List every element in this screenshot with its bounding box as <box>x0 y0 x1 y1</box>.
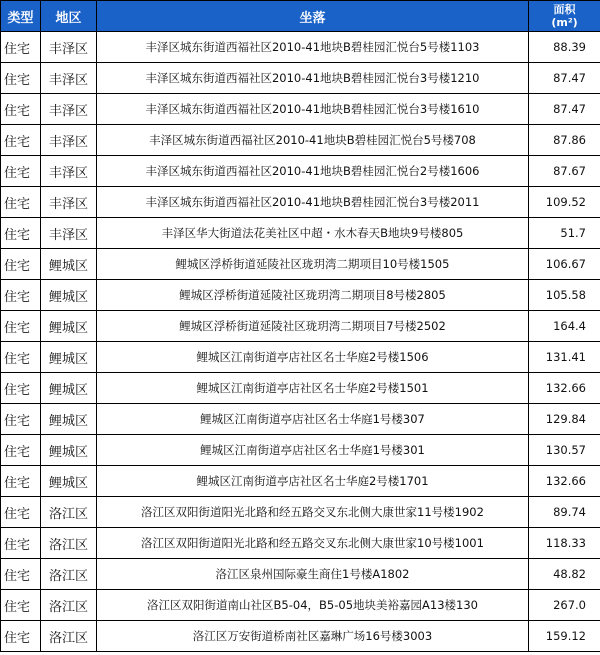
cell-area: 51.7 <box>529 218 600 249</box>
cell-type: 住宅 <box>1 63 41 94</box>
cell-region: 鲤城区 <box>41 280 97 311</box>
cell-address: 丰泽区城东街道西福社区2010-41地块B碧桂园汇悦台3号楼1610 <box>97 94 529 125</box>
cell-type: 住宅 <box>1 528 41 559</box>
table-row <box>1 249 600 280</box>
cell-region: 洛江区 <box>41 590 97 621</box>
cell-address: 丰泽区城东街道西福社区2010-41地块B碧桂园汇悦台3号楼1210 <box>97 63 529 94</box>
header-address: 坐落 <box>97 1 529 32</box>
cell-type: 住宅 <box>1 342 41 373</box>
cell-region: 鲤城区 <box>41 342 97 373</box>
cell-area: 87.86 <box>529 125 600 156</box>
cell-type: 住宅 <box>1 125 41 156</box>
cell-type: 住宅 <box>1 590 41 621</box>
table-row <box>1 559 600 590</box>
table-row <box>1 590 600 621</box>
cell-address: 丰泽区城东街道西福社区2010-41地块B碧桂园汇悦台5号楼708 <box>97 125 529 156</box>
cell-area: 159.12 <box>529 621 600 652</box>
cell-type: 住宅 <box>1 156 41 187</box>
cell-type: 住宅 <box>1 435 41 466</box>
cell-region: 丰泽区 <box>41 125 97 156</box>
cell-address: 丰泽区城东街道西福社区2010-41地块B碧桂园汇悦台5号楼1103 <box>97 32 529 63</box>
table-row <box>1 404 600 435</box>
cell-type: 住宅 <box>1 404 41 435</box>
header-row <box>1 1 600 32</box>
cell-area: 87.67 <box>529 156 600 187</box>
cell-address: 鲤城区江南街道亭店社区名士华庭2号楼1501 <box>97 373 529 404</box>
cell-address: 洛江区泉州国际豪生商住1号楼A1802 <box>97 559 529 590</box>
table-row <box>1 187 600 218</box>
table-row <box>1 342 600 373</box>
cell-area: 105.58 <box>529 280 600 311</box>
cell-type: 住宅 <box>1 249 41 280</box>
cell-type: 住宅 <box>1 187 41 218</box>
cell-region: 洛江区 <box>41 497 97 528</box>
cell-region: 丰泽区 <box>41 187 97 218</box>
table-row <box>1 435 600 466</box>
cell-region: 洛江区 <box>41 621 97 652</box>
cell-area: 267.0 <box>529 590 600 621</box>
cell-region: 丰泽区 <box>41 218 97 249</box>
cell-region: 丰泽区 <box>41 32 97 63</box>
table-row <box>1 94 600 125</box>
cell-address: 丰泽区城东街道西福社区2010-41地块B碧桂园汇悦台3号楼2011 <box>97 187 529 218</box>
cell-type: 住宅 <box>1 373 41 404</box>
cell-region: 洛江区 <box>41 528 97 559</box>
header-region: 地区 <box>41 1 97 32</box>
cell-area: 106.67 <box>529 249 600 280</box>
cell-address: 鲤城区江南街道亭店社区名士华庭1号楼307 <box>97 404 529 435</box>
cell-region: 鲤城区 <box>41 311 97 342</box>
cell-address: 鲤城区浮桥街道延陵社区珑玥湾二期项目8号楼2805 <box>97 280 529 311</box>
table-row <box>1 373 600 404</box>
table-row <box>1 156 600 187</box>
cell-address: 丰泽区城东街道西福社区2010-41地块B碧桂园汇悦台2号楼1606 <box>97 156 529 187</box>
cell-type: 住宅 <box>1 32 41 63</box>
table-row <box>1 280 600 311</box>
cell-address: 丰泽区华大街道法花美社区中超・水木春天B地块9号楼805 <box>97 218 529 249</box>
table-row <box>1 466 600 497</box>
table-row <box>1 311 600 342</box>
cell-type: 住宅 <box>1 466 41 497</box>
cell-region: 鲤城区 <box>41 404 97 435</box>
header-type: 类型 <box>1 1 41 32</box>
cell-area: 109.52 <box>529 187 600 218</box>
cell-area: 118.33 <box>529 528 600 559</box>
cell-area: 130.57 <box>529 435 600 466</box>
cell-area: 89.74 <box>529 497 600 528</box>
header-area-label: 面积 <box>553 3 576 16</box>
cell-address: 洛江区万安街道桥南社区嘉琳广场16号楼3003 <box>97 621 529 652</box>
table-row <box>1 32 600 63</box>
header-area-unit: (m²) <box>551 16 578 29</box>
cell-address: 洛江区双阳街道南山社区B5-04，B5-05地块美裕嘉园A13楼130 <box>97 590 529 621</box>
cell-region: 鲤城区 <box>41 373 97 404</box>
table-row <box>1 125 600 156</box>
cell-area: 131.41 <box>529 342 600 373</box>
cell-region: 鲤城区 <box>41 249 97 280</box>
cell-region: 洛江区 <box>41 559 97 590</box>
cell-address: 鲤城区江南街道亭店社区名士华庭2号楼1506 <box>97 342 529 373</box>
cell-area: 132.66 <box>529 373 600 404</box>
cell-address: 鲤城区浮桥街道延陵社区珑玥湾二期项目7号楼2502 <box>97 311 529 342</box>
table-row <box>1 497 600 528</box>
table-row <box>1 528 600 559</box>
cell-area: 87.47 <box>529 94 600 125</box>
cell-address: 洛江区双阳街道阳光北路和经五路交叉东北侧大康世家11号楼1902 <box>97 497 529 528</box>
cell-region: 丰泽区 <box>41 63 97 94</box>
cell-region: 丰泽区 <box>41 156 97 187</box>
cell-region: 丰泽区 <box>41 94 97 125</box>
cell-area: 164.4 <box>529 311 600 342</box>
cell-address: 洛江区双阳街道阳光北路和经五路交叉东北侧大康世家10号楼1001 <box>97 528 529 559</box>
cell-type: 住宅 <box>1 280 41 311</box>
cell-type: 住宅 <box>1 621 41 652</box>
cell-region: 鲤城区 <box>41 466 97 497</box>
cell-area: 48.82 <box>529 559 600 590</box>
cell-type: 住宅 <box>1 218 41 249</box>
table-row <box>1 621 600 652</box>
table-row <box>1 218 600 249</box>
cell-address: 鲤城区浮桥街道延陵社区珑玥湾二期项目10号楼1505 <box>97 249 529 280</box>
cell-area: 129.84 <box>529 404 600 435</box>
cell-area: 132.66 <box>529 466 600 497</box>
cell-region: 鲤城区 <box>41 435 97 466</box>
cell-area: 87.47 <box>529 63 600 94</box>
cell-area: 88.39 <box>529 32 600 63</box>
cell-type: 住宅 <box>1 94 41 125</box>
table-row <box>1 63 600 94</box>
cell-address: 鲤城区江南街道亭店社区名士华庭1号楼301 <box>97 435 529 466</box>
cell-type: 住宅 <box>1 497 41 528</box>
cell-type: 住宅 <box>1 559 41 590</box>
header-area <box>529 1 600 32</box>
cell-type: 住宅 <box>1 311 41 342</box>
cell-address: 鲤城区江南街道亭店社区名士华庭2号楼1701 <box>97 466 529 497</box>
